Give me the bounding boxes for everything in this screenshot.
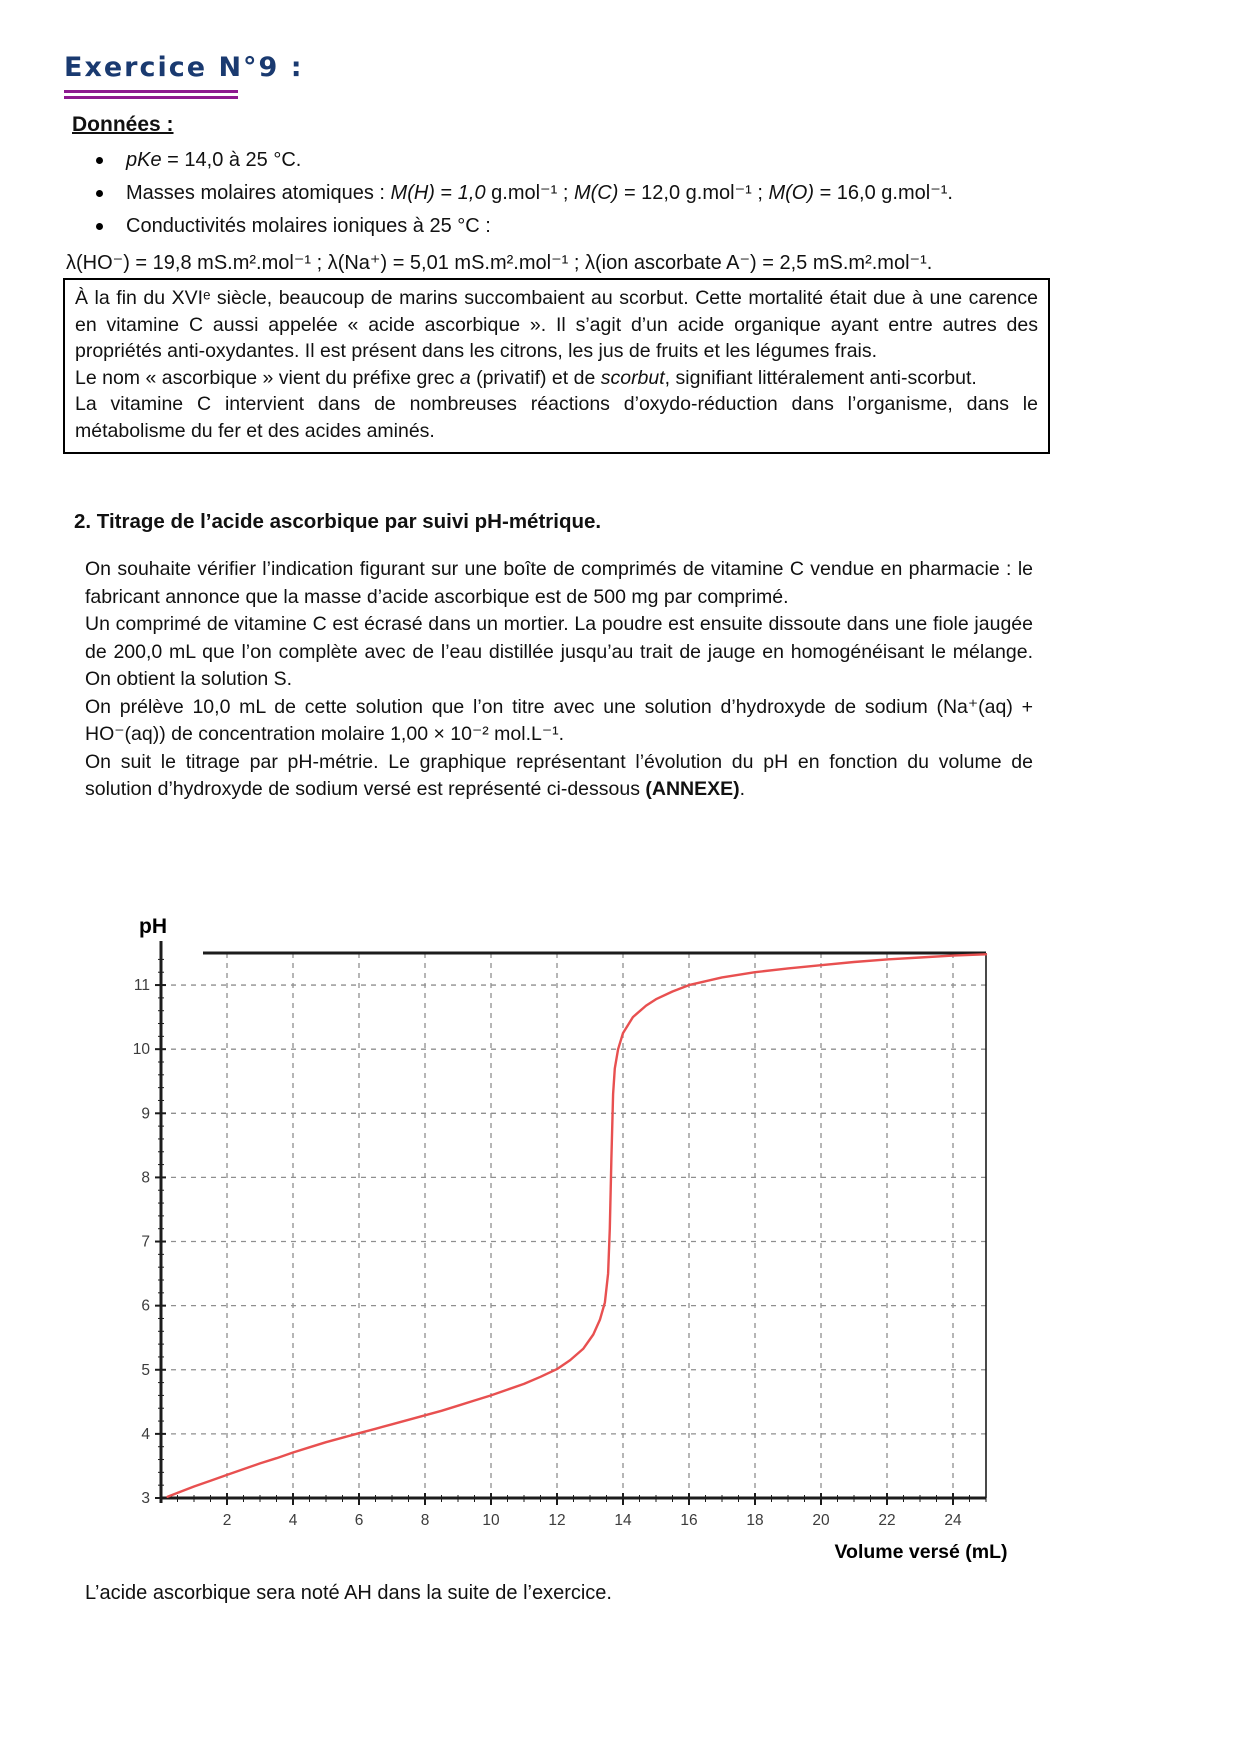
annexe-ref: (ANNEXE) [645,778,740,800]
paragraph-objectif: On souhaite vérifier l’indication figurant sur une boîte de comprimés de vitamine C vendue en pharmacie : le fabricant annonce que la masse d’acide ascorbique est de 500 mg par comprimé. [85,558,1033,608]
m-o-symbol: M(O) [768,182,815,204]
bullet-icon [96,157,103,164]
footer-note: L’acide ascorbique sera noté AH dans la suite de l’exercice. [85,1582,612,1604]
conductivites-values-line: λ(HO⁻) = 19,8 mS.m².mol⁻¹ ; λ(Na⁺) = 5,01 mS.m².mol⁻¹ ; λ(ion ascorbate A⁻) = 2,5 mS.m².mol⁻¹. [66,252,933,274]
x-tick-label: 14 [614,1512,632,1529]
x-axis-title: Volume versé (mL) [834,1541,1008,1563]
paragraph-preparation: Un comprimé de vitamine C est écrasé dans un mortier. La poudre est ensuite dissoute dans une fiole jaugée de 200,0 mL que l’on complète avec de l’eau distillée jusqu’au trait de jauge en homogénéisant le mélange. On obtient la solution S. [85,613,1033,690]
list-item-pke [90,146,1050,174]
titration-chart [118,916,1018,1576]
m-o-value: = 16,0 g.mol⁻¹. [814,182,953,204]
infobox-paragraph-etymology [75,365,1038,392]
m-h-symbol: M(H) [390,182,435,204]
y-tick-label: 7 [141,1233,150,1251]
y-tick-label: 10 [132,1041,150,1059]
y-axis-title: pH [139,916,167,938]
bullet-icon [96,190,103,197]
infobox-paragraph-role: La vitamine C intervient dans de nombreuses réactions d’oxydo-réduction dans l’organisme, dans le métabolisme du fer et des acides aminés. [75,393,1038,442]
section-2-heading: 2. Titrage de l’acide ascorbique par suivi pH-métrique. [74,510,602,533]
m-h-unit: g.mol⁻¹ ; [485,182,574,204]
donnees-list [90,146,1050,245]
paragraph-suivi [85,749,1033,804]
y-tick-label: 6 [141,1297,150,1315]
y-tick-label: 5 [141,1361,150,1379]
suivi-end: . [739,778,746,800]
masses-label: Masses molaires atomiques : [126,182,391,204]
paragraph-prelevement: On prélève 10,0 mL de cette solution que l’on titre avec une solution d’hydroxyde de sodium (Na⁺(aq) + HO⁻(aq)) de concentration molaire 1,00 × 10⁻² mol.L⁻¹. [85,695,1033,745]
section-2-body [85,556,1033,804]
y-tick-label: 11 [133,977,150,995]
m-h-value: 1,0 [457,182,486,204]
x-tick-label: 4 [288,1512,298,1529]
etym-part-1: Le nom « ascorbique » vient du préfixe grec [75,366,460,389]
pke-value: = 14,0 à 25 °C. [161,149,302,171]
etym-part-2: (privatif) et de [470,366,601,389]
list-item-masses-molaires [90,179,1050,207]
y-tick-label: 8 [141,1169,150,1187]
conductivites-label: Conductivités molaires ioniques à 25 °C : [126,215,491,237]
y-tick-label: 9 [141,1105,150,1123]
pke-symbol: pKe [126,149,162,171]
y-tick-label: 3 [141,1490,150,1507]
page-title: Exercice N°9 : [64,52,304,83]
x-tick-label: 16 [680,1512,698,1529]
list-item-conductivites [90,212,1050,240]
x-tick-label: 6 [354,1512,364,1529]
x-tick-label: 2 [222,1512,232,1529]
vitamin-c-infobox [63,278,1050,454]
x-tick-label: 18 [746,1512,764,1529]
m-c-symbol: M(C) [573,182,619,204]
etym-grec-a: a [459,366,471,389]
etym-scorbut: scorbut [600,366,665,389]
x-tick-label: 8 [420,1512,430,1529]
infobox-paragraph-history: À la fin du XVIᵉ siècle, beaucoup de marins succombaient au scorbut. Cette mortalité était due à une carence en vitamine C aussi appelée « acide ascorbique ». Il s’agit d’un acide organique ayant entre autres des propriétés anti-oxydantes. Il est présent dans les citrons, les jus de fruits et les légumes frais. [75,287,1038,362]
suivi-text: On suit le titrage par pH-métrie. Le graphique représentant l’évolution du pH en fonction du volume de solution d’hydroxyde de sodium versé est représenté ci-dessous [85,750,1033,800]
x-tick-label: 20 [812,1512,830,1529]
x-tick-label: 10 [482,1512,500,1529]
m-c-value: = 12,0 g.mol⁻¹ ; [618,182,769,204]
donnees-heading: Données : [72,113,174,136]
title-double-underline [64,90,238,99]
titration-curve [168,954,986,1496]
y-tick-label: 4 [141,1425,150,1443]
x-tick-label: 12 [548,1512,566,1529]
equals: = [434,182,458,204]
etym-part-3: , signifiant littéralement anti-scorbut. [664,366,977,389]
x-tick-label: 24 [944,1512,962,1529]
bullet-icon [96,223,103,230]
x-tick-label: 22 [878,1512,896,1529]
